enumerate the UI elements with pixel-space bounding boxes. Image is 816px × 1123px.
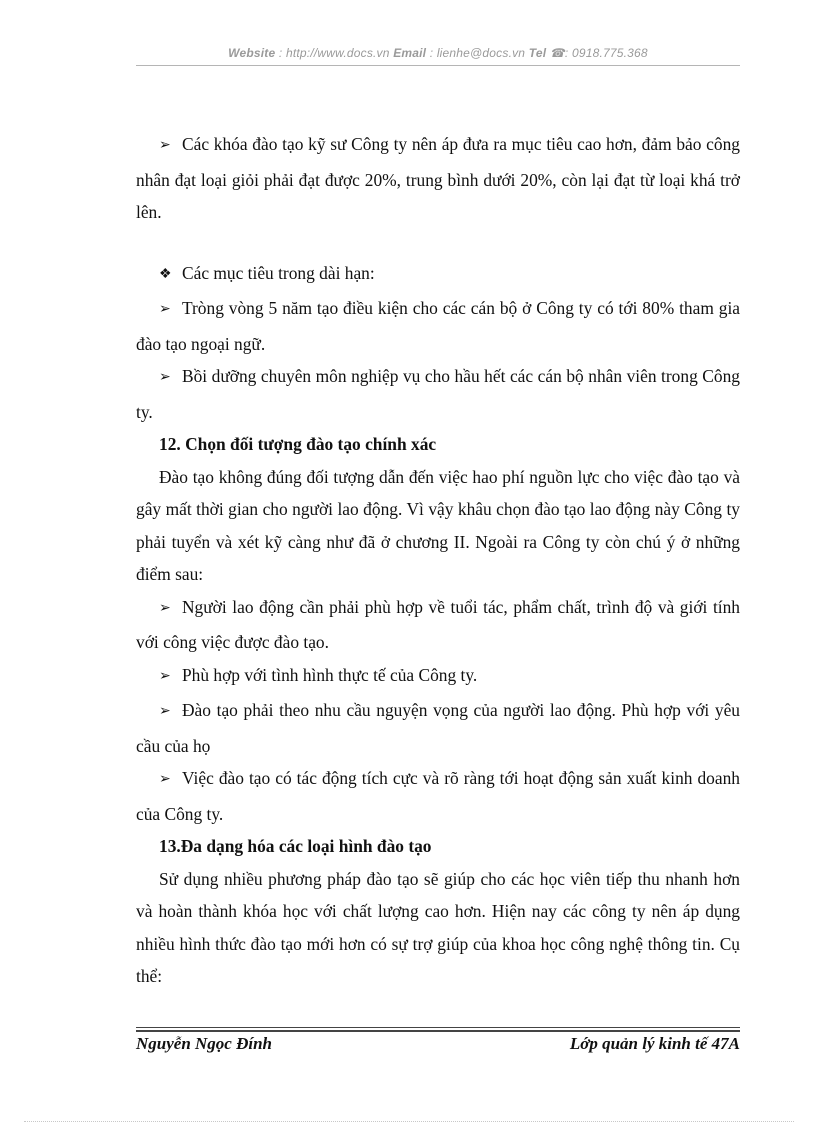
tel-value: ☎: 0918.775.368 xyxy=(549,46,648,60)
diamond-bullet-icon: ❖ xyxy=(159,266,172,282)
bullet-paragraph xyxy=(136,591,740,659)
paragraph-text: Tròng vòng 5 năm tạo điều kiện cho các cán bộ ở Công ty có tới 80% tham gia đào tạo ngoại ngữ. xyxy=(136,298,740,354)
section-heading-13: 13.Đa dạng hóa các loại hình đào tạo xyxy=(159,836,432,856)
paragraph-text: Các khóa đào tạo kỹ sư Công ty nên áp đưa ra mục tiêu cao hơn, đảm bảo công nhân đạt loại giỏi phải đạt được 20%, trung bình dưới 20%, còn lại đạt từ loại khá trở lên. xyxy=(136,134,740,222)
document-body xyxy=(136,128,740,993)
arrow-bullet-icon: ➢ xyxy=(159,668,171,684)
section-heading-12: 12. Chọn đối tượng đào tạo chính xác xyxy=(159,434,437,454)
body-paragraph: Sử dụng nhiều phương pháp đào tạo sẽ giúp cho các học viên tiếp thu nhanh hơn và hoàn thành khóa học với chất lượng cao hơn. Hiện nay các công ty nên áp dụng nhiều hình thức đào tạo mới hơn có sự trợ giúp của khoa học công nghệ thông tin. Cụ thể: xyxy=(136,868,740,986)
tel-label: Tel xyxy=(528,46,547,60)
bullet-paragraph xyxy=(136,762,740,830)
paragraph-text: Người lao động cần phải phù hợp về tuổi tác, phẩm chất, trình độ và giới tính với công việc được đào tạo. xyxy=(136,596,740,652)
footer-divider-thick xyxy=(136,1030,740,1032)
email-value: : lienhe@docs.vn xyxy=(429,46,526,60)
bullet-paragraph xyxy=(136,360,740,428)
email-label: Email xyxy=(393,46,427,60)
website-label: Website xyxy=(228,46,276,60)
arrow-bullet-icon: ➢ xyxy=(159,704,171,719)
paragraph-text: Phù hợp với tình hình thực tế của Công ty. xyxy=(182,664,478,685)
paragraph-text: Các mục tiêu trong dài hạn: xyxy=(182,262,375,283)
header-divider xyxy=(136,65,740,66)
paragraph-text: Việc đào tạo có tác động tích cực và rõ ràng tới hoạt động sản xuất kinh doanh của Công ty. xyxy=(136,768,740,824)
paragraph-text: Bồi dưỡng chuyên môn nghiệp vụ cho hầu hết các cán bộ nhân viên trong Công ty. xyxy=(136,366,740,422)
paragraph-text: Đào tạo phải theo nhu cầu nguyện vọng của người lao động. Phù hợp với yêu cầu của họ xyxy=(136,700,740,756)
bullet-paragraph xyxy=(136,694,740,762)
website-value: : http://www.docs.vn xyxy=(278,46,390,60)
arrow-bullet-icon: ➢ xyxy=(159,138,171,153)
footer-author: Nguyễn Ngọc Đính xyxy=(136,1034,273,1053)
footer-class: Lớp quản lý kinh tế 47A xyxy=(569,1034,740,1053)
bullet-paragraph xyxy=(136,292,740,360)
page-header xyxy=(136,46,740,60)
footer-divider xyxy=(136,1027,740,1028)
diamond-bullet-paragraph xyxy=(136,257,740,293)
arrow-bullet-icon: ➢ xyxy=(159,600,171,616)
bullet-paragraph xyxy=(136,128,740,229)
arrow-bullet-icon: ➢ xyxy=(159,370,171,385)
page-bottom-border xyxy=(24,1121,794,1122)
arrow-bullet-icon: ➢ xyxy=(159,302,171,317)
arrow-bullet-icon: ➢ xyxy=(159,772,171,787)
body-paragraph: Đào tạo không đúng đối tượng dẫn đến việc hao phí nguồn lực cho việc đào tạo và gây mất thời gian cho người lao động. Vì vậy khâu chọn đào tạo lao động này Công ty phải tuyển và xét kỹ càng như đã ở chương II. Ngoài ra Công ty còn chú ý ở những điểm sau: xyxy=(136,466,740,584)
bullet-paragraph xyxy=(136,659,740,695)
